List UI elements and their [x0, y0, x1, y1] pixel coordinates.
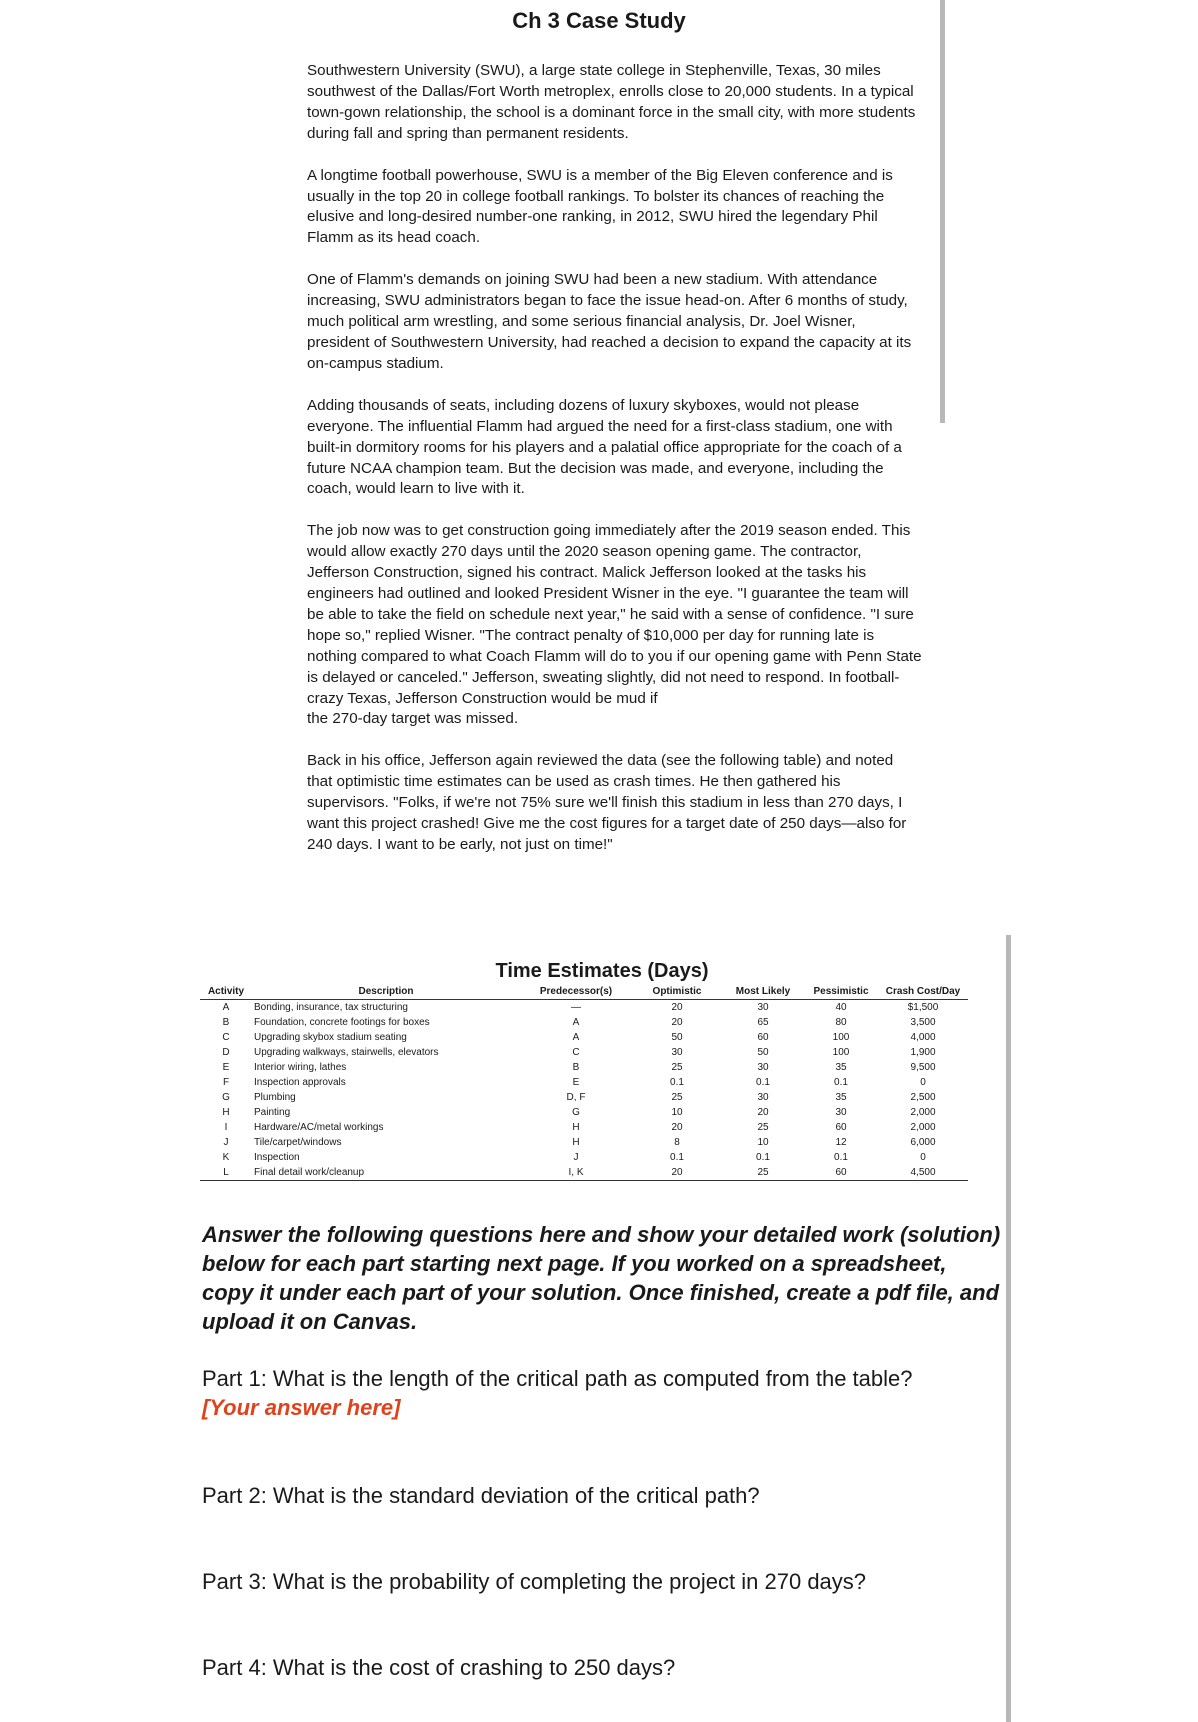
cell-most-likely: 20 [757, 1106, 769, 1118]
cell-optimistic: 20 [671, 1016, 683, 1028]
cell-predecessors: B [572, 1061, 580, 1073]
cell-crash-cost: 0 [920, 1076, 926, 1088]
cell-most-likely: 65 [757, 1016, 769, 1028]
cell-description: Upgrading walkways, stairwells, elevators [254, 1046, 439, 1058]
cell-optimistic: 10 [671, 1106, 683, 1118]
table-row [200, 1090, 968, 1105]
header-activity: Activity [200, 985, 252, 1000]
question-part-1-text: Part 1: What is the length of the critical path as computed from the table? [202, 1366, 913, 1391]
question-part-3: Part 3: What is the probability of completing the project in 270 days? [202, 1569, 867, 1594]
cell-pessimistic: 100 [832, 1031, 850, 1043]
paragraph-6: Back in his office, Jefferson again reviewed the data (see the following table) and noted that optimistic time estimates can be used as crash times. He then gathered his supervisors. "Folks, if we're not 75% sure we'll finish this stadium in less than 270 days, I want this project crashed! Give me the cost figures for a target date of 250 days—also for 240 days. I want to be early, not just on time!" [307, 752, 907, 853]
cell-crash-cost: 3,500 [910, 1016, 936, 1028]
cell-pessimistic: 80 [835, 1016, 847, 1028]
cell-activity: J [223, 1136, 229, 1148]
cell-optimistic: 0.1 [670, 1076, 684, 1088]
cell-activity: C [222, 1031, 230, 1043]
question-part-2: Part 2: What is the standard deviation of the critical path? [202, 1483, 760, 1508]
cell-description: Interior wiring, lathes [254, 1061, 347, 1073]
cell-pessimistic: 60 [804, 1165, 878, 1181]
scrollbar-track[interactable] [940, 0, 945, 423]
cell-pessimistic: 12 [835, 1136, 847, 1148]
cell-activity: H [222, 1106, 230, 1118]
cell-most-likely: 50 [757, 1046, 769, 1058]
header-most-likely: Most Likely [722, 985, 804, 1000]
cell-predecessors: — [571, 1001, 581, 1013]
cell-most-likely: 0.1 [756, 1076, 770, 1088]
cell-activity: D [222, 1046, 230, 1058]
cell-description: Inspection approvals [254, 1076, 346, 1088]
cell-pessimistic: 35 [835, 1091, 847, 1103]
paragraph-2: A longtime football powerhouse, SWU is a member of the Big Eleven conference and is usually in the top 20 in college football rankings. To bolster its chances of reaching the elusive and long-desired number-one ranking, in 2012, SWU hired the legendary Phil Flamm as its head coach. [307, 166, 893, 247]
cell-optimistic: 50 [671, 1031, 683, 1043]
table-row [200, 1120, 968, 1135]
cell-description: Upgrading skybox stadium seating [254, 1031, 407, 1043]
header-predecessors: Predecessor(s) [520, 985, 632, 1000]
cell-activity: K [222, 1151, 230, 1163]
cell-activity: F [222, 1076, 230, 1088]
cell-activity: G [222, 1091, 230, 1103]
question-part-1 [202, 1364, 982, 1422]
scrollbar-track-lower[interactable] [1006, 935, 1011, 1722]
table-row [200, 1165, 968, 1181]
paragraph-5-continued: the 270-day target was missed. [307, 710, 519, 728]
page-title: Ch 3 Case Study [512, 8, 686, 33]
cell-activity: E [222, 1061, 230, 1073]
cell-activity: A [222, 1001, 230, 1013]
table-row [200, 1045, 968, 1060]
instructions: Answer the following questions here and show your detailed work (solution) below for each part starting next page. If you worked on a spreadsheet, copy it under each part of your solution. Once finished, create a pdf file, and upload it on Canvas. [202, 1222, 1001, 1334]
cell-pessimistic: 40 [835, 1001, 847, 1013]
header-crash-cost: Crash Cost/Day [878, 985, 968, 1000]
cell-crash-cost: 1,900 [910, 1046, 936, 1058]
table-row [200, 1135, 968, 1150]
cell-activity: L [200, 1165, 252, 1181]
cell-description: Plumbing [254, 1091, 296, 1103]
cell-description: Final detail work/cleanup [252, 1165, 520, 1181]
cell-crash-cost: 4,000 [910, 1031, 936, 1043]
table-row [200, 1075, 968, 1090]
cell-predecessors: E [572, 1076, 580, 1088]
cell-predecessors: A [572, 1031, 580, 1043]
table-row [200, 1015, 968, 1030]
cell-optimistic: 20 [671, 1121, 683, 1133]
table-row [200, 1060, 968, 1075]
cell-optimistic: 25 [671, 1091, 683, 1103]
cell-predecessors: D, F [566, 1091, 586, 1103]
paragraph-3: One of Flamm's demands on joining SWU had been a new stadium. With attendance increasing, SWU administrators began to face the issue head-on. After 6 months of study, much political arm wrestling, and some serious financial analysis, Dr. Joel Wisner, president of Southwestern University, had reached a decision to expand the capacity at its on-campus stadium. [307, 271, 912, 372]
case-narrative [307, 61, 922, 877]
cell-crash-cost: 2,000 [910, 1121, 936, 1133]
cell-optimistic: 30 [671, 1046, 683, 1058]
cell-pessimistic: 0.1 [834, 1076, 848, 1088]
cell-optimistic: 20 [671, 1001, 683, 1013]
cell-predecessors: G [572, 1106, 580, 1118]
cell-description: Inspection [254, 1151, 300, 1163]
cell-most-likely: 30 [757, 1001, 769, 1013]
answer-placeholder[interactable]: [Your answer here] [202, 1395, 401, 1420]
cell-pessimistic: 100 [832, 1046, 850, 1058]
cell-most-likely: 60 [757, 1031, 769, 1043]
cell-predecessors: I, K [520, 1165, 632, 1181]
cell-crash-cost: $1,500 [907, 1001, 939, 1013]
table-title: Time Estimates (Days) [495, 960, 709, 982]
cell-description: Painting [254, 1106, 291, 1118]
cell-crash-cost: 2,000 [910, 1106, 936, 1118]
cell-crash-cost: 0 [920, 1151, 926, 1163]
table-header-row [200, 985, 968, 1000]
cell-predecessors: A [572, 1016, 580, 1028]
header-description: Description [252, 985, 520, 1000]
cell-pessimistic: 60 [835, 1121, 847, 1133]
cell-crash-cost: 2,500 [910, 1091, 936, 1103]
cell-activity: I [224, 1121, 228, 1133]
table-row [200, 1030, 968, 1045]
cell-most-likely: 25 [722, 1165, 804, 1181]
cell-activity: B [222, 1016, 230, 1028]
cell-most-likely: 30 [757, 1061, 769, 1073]
cell-crash-cost: 6,000 [910, 1136, 936, 1148]
cell-most-likely: 30 [757, 1091, 769, 1103]
time-estimates-table [200, 985, 968, 1181]
table-row [200, 1105, 968, 1120]
cell-predecessors: H [572, 1121, 580, 1133]
cell-most-likely: 0.1 [756, 1151, 770, 1163]
question-part-4: Part 4: What is the cost of crashing to 250 days? [202, 1655, 676, 1680]
table-row [200, 1000, 968, 1016]
cell-optimistic: 8 [674, 1136, 680, 1148]
header-pessimistic: Pessimistic [804, 985, 878, 1000]
cell-optimistic: 20 [632, 1165, 722, 1181]
paragraph-1: Southwestern University (SWU), a large state college in Stephenville, Texas, 30 miles southwest of the Dallas/Fort Worth metroplex, enrolls close to 20,000 students. In a typical town-gown relationship, the school is a dominant force in the small city, with more students during fall and spring than permanent residents. [307, 62, 916, 142]
paragraph-4: Adding thousands of seats, including dozens of luxury skyboxes, would not please everyone. The influential Flamm had argued the need for a first-class stadium, one with built-in dormitory rooms for his players and a palatial office appropriate for the coach of a future NCAA champion team. But the decision was made, and everyone, including the coach, would learn to live with it. [307, 396, 902, 498]
header-optimistic: Optimistic [632, 985, 722, 1000]
cell-optimistic: 0.1 [670, 1151, 684, 1163]
cell-description: Bonding, insurance, tax structuring [254, 1001, 408, 1013]
cell-crash-cost: 9,500 [910, 1061, 936, 1073]
cell-pessimistic: 35 [835, 1061, 847, 1073]
cell-description: Tile/carpet/windows [254, 1136, 342, 1148]
paragraph-5: The job now was to get construction going immediately after the 2019 season ended. This would allow exactly 270 days until the 2020 season opening game. The contractor, Jefferson Construction, signed his contract. Malick Jefferson looked at the tasks his engineers had outlined and looked President Wisner in the eye. "I guarantee the team will be able to take the field on schedule next year," he said with a sense of confidence. "I sure hope so," replied Wisner. "The contract penalty of $10,000 per day for running late is nothing compared to what Coach Flamm will do to you if our opening game with Penn State is delayed or canceled." Jefferson, sweating slightly, did not need to respond. In football-crazy Texas, Jefferson Construction would be mud if [307, 522, 922, 707]
cell-pessimistic: 30 [835, 1106, 847, 1118]
cell-predecessors: J [573, 1151, 579, 1163]
cell-pessimistic: 0.1 [834, 1151, 848, 1163]
cell-description: Foundation, concrete footings for boxes [254, 1016, 430, 1028]
cell-crash-cost: 4,500 [878, 1165, 968, 1181]
cell-predecessors: H [572, 1136, 580, 1148]
cell-most-likely: 10 [757, 1136, 769, 1148]
table-row [200, 1150, 968, 1165]
cell-predecessors: C [572, 1046, 580, 1058]
cell-most-likely: 25 [757, 1121, 769, 1133]
cell-description: Hardware/AC/metal workings [254, 1121, 384, 1133]
cell-optimistic: 25 [671, 1061, 683, 1073]
